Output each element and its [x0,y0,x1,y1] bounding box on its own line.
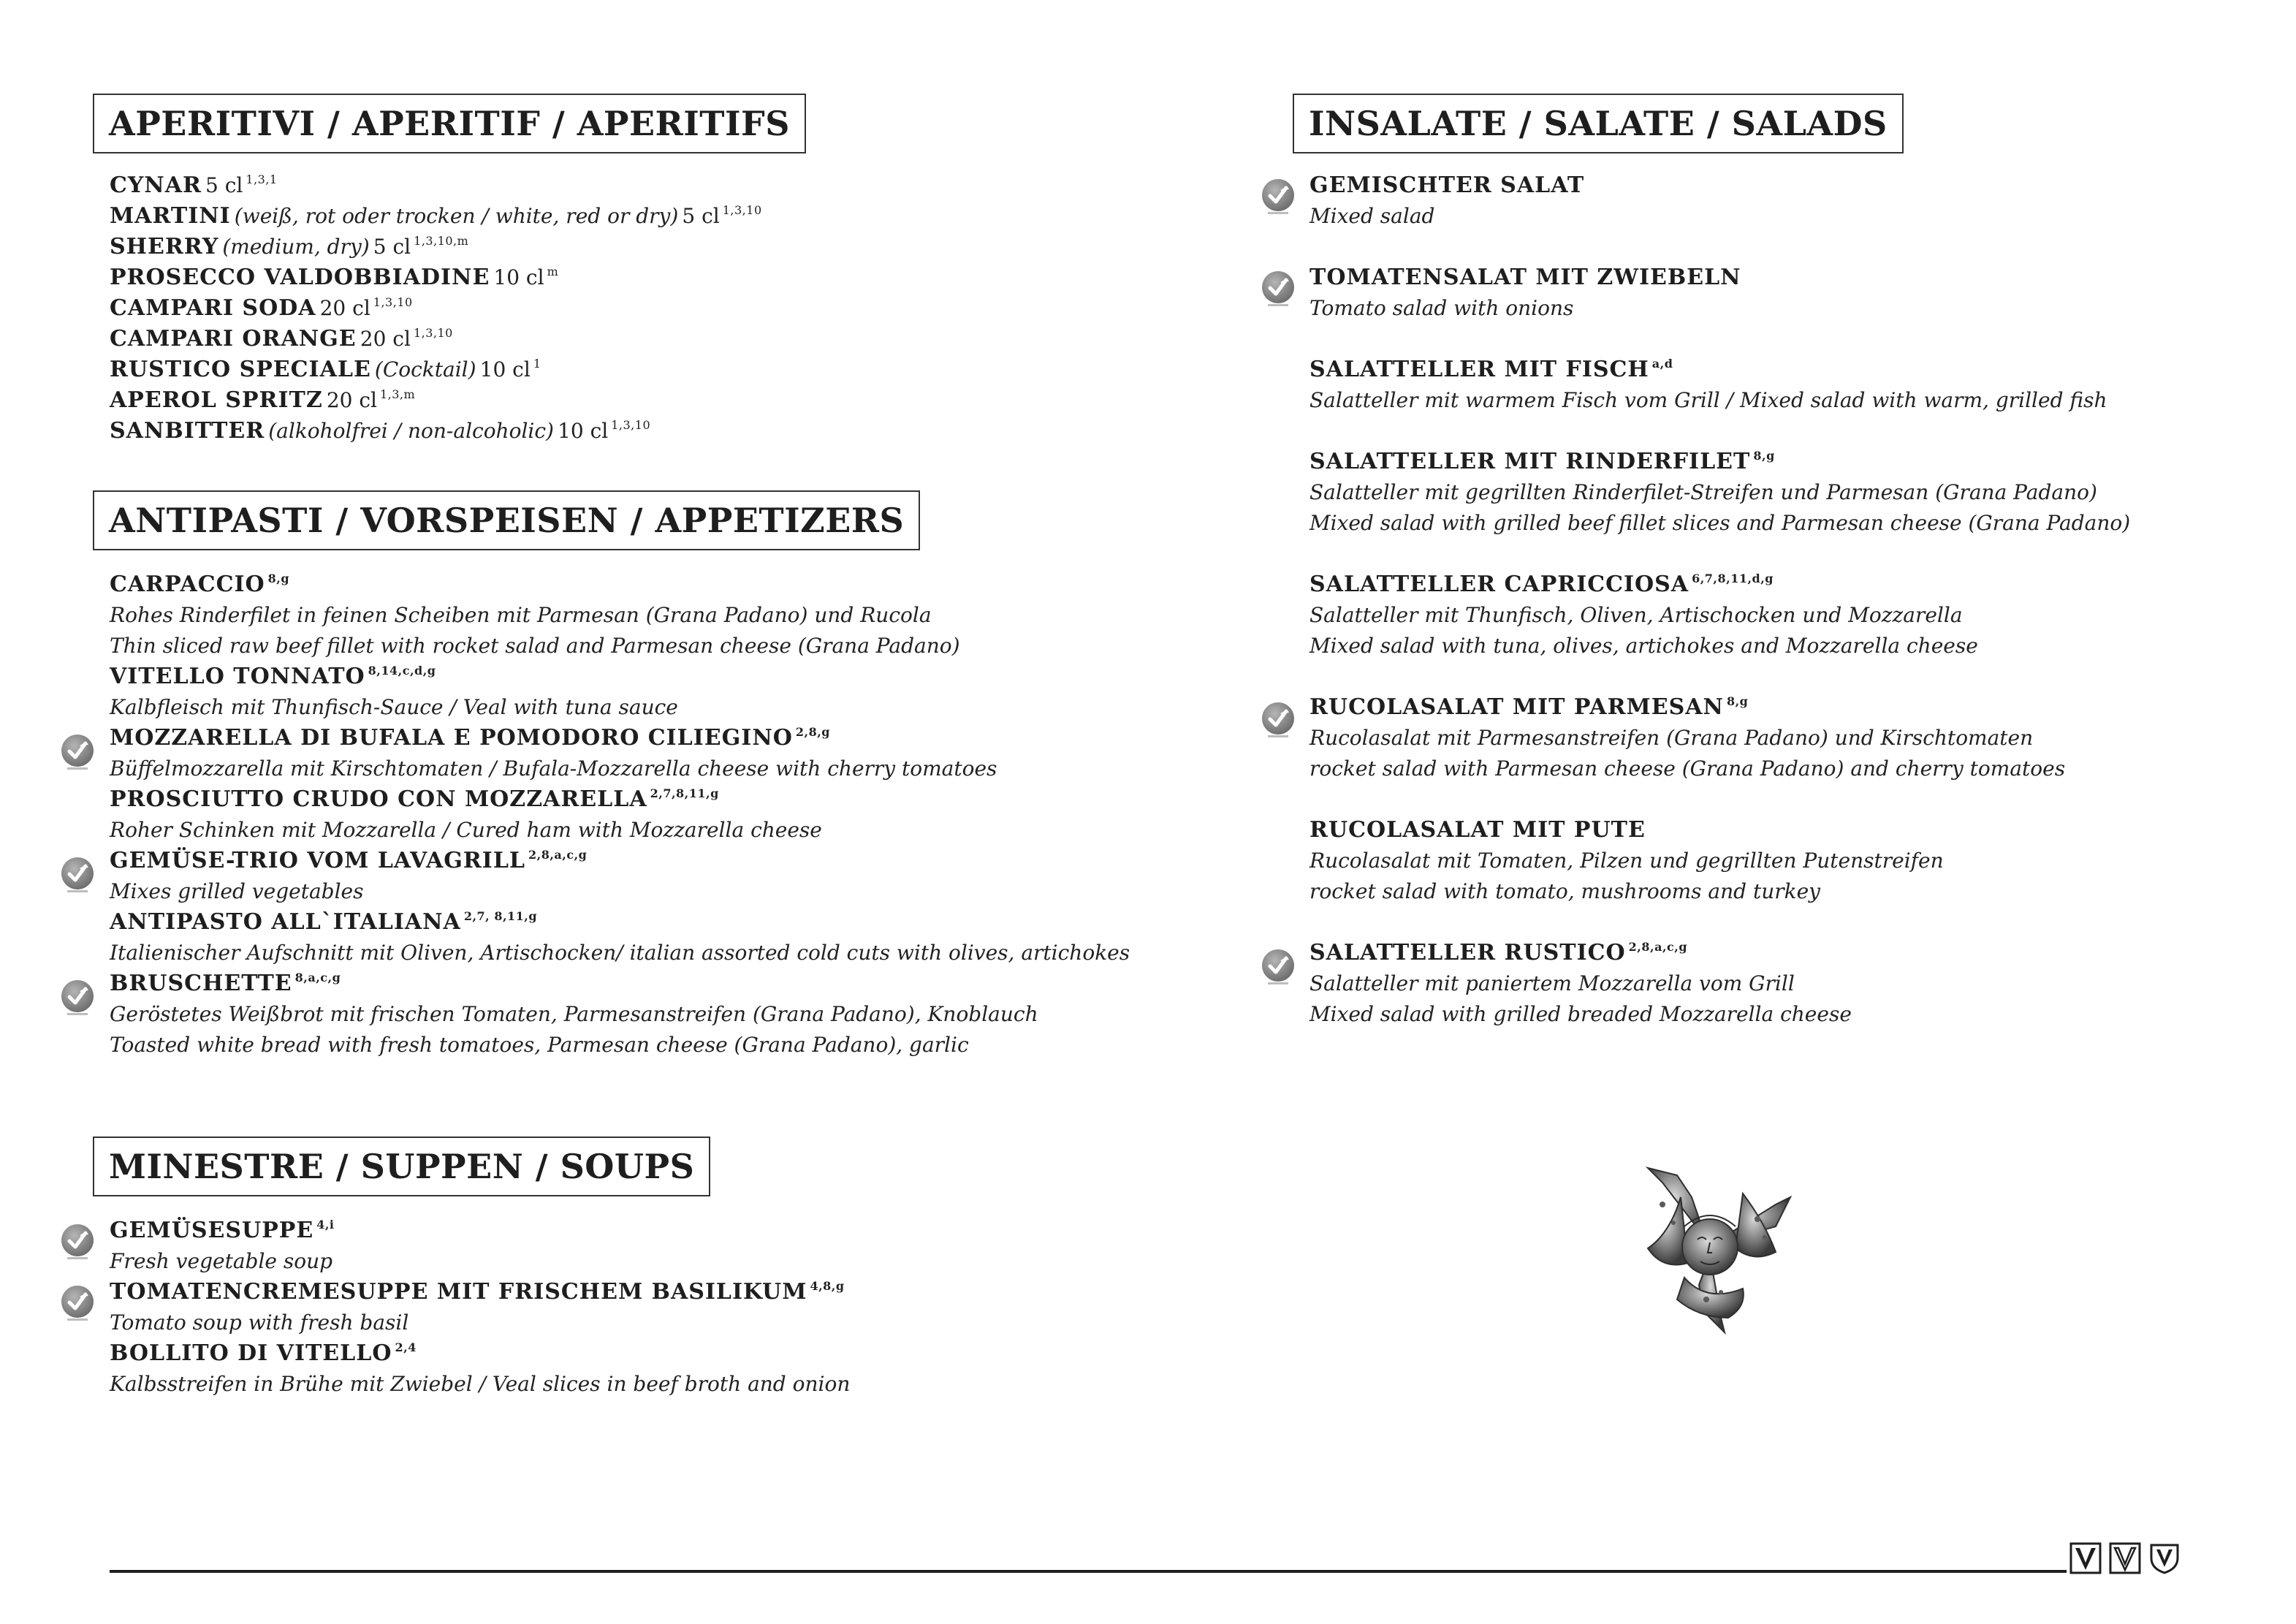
menu-item-desc: Geröstetes Weißbrot mit frischen Tomaten, Parmesanstreifen (Grana Padano), Knoblauch [110,1002,1038,1026]
minestre-heading: MINESTRE / SUPPEN / SOUPS [93,1137,710,1196]
antipasti-heading: ANTIPASTI / VORSPEISEN / APPETIZERS [93,490,920,550]
vegetarian-badge-icon [58,733,96,771]
menu-item-name: PROSCIUTTO CRUDO CON MOZZARELLA $^{2,7,8,11,g}$ [110,786,719,812]
menu-item: MARTINI (weiß, rot oder trocken / white, red or dry) 5 cl $^{1,3,10}$ [110,203,762,229]
menu-item-desc: Mixed salad with tuna, olives, artichokes and Mozzarella cheese [1309,634,1978,658]
v-shield-logo [2148,1542,2181,1574]
menu-item: SHERRY (medium, dry) 5 cl $^{1,3,10,m}$ [110,234,469,259]
menu-item-desc: Salatteller mit Thunfisch, Oliven, Artischocken und Mozzarella [1309,603,1963,627]
menu-item-desc: Tomato salad with onions [1309,296,1574,320]
menu-item-desc: Salatteller mit paniertem Mozzarella vom Grill [1309,971,1795,995]
menu-item-desc: Rucolasalat mit Parmesanstreifen (Grana Padano) und Kirschtomaten [1309,726,2034,750]
menu-item-desc: rocket salad with tomato, mushrooms and turkey [1309,879,1821,903]
menu-item-desc: Italienischer Aufschnitt mit Oliven, Artischocken/ italian assorted cold cuts with olives, artichokes [110,941,1130,965]
menu-item-name: BOLLITO DI VITELLO $^{2,4}$ [110,1340,417,1366]
menu-item: CAMPARI ORANGE 20 cl $^{1,3,10}$ [110,326,453,352]
menu-item-desc: Toasted white bread with fresh tomatoes, Parmesan cheese (Grana Padano), garlic [110,1033,969,1057]
menu-item-desc: Mixes grilled vegetables [110,879,364,903]
menu-item-desc: rocket salad with Parmesan cheese (Grana Padano) and cherry tomatoes [1309,756,2066,781]
menu-item-desc: Salatteller mit warmem Fisch vom Grill / Mixed salad with warm, grilled fish [1309,388,2107,412]
menu-item: CAMPARI SODA 20 cl $^{1,3,10}$ [110,295,413,321]
menu-item: RUSTICO SPECIALE (Cocktail) 10 cl $^1$ [110,357,541,382]
menu-item-name: VITELLO TONNATO $^{8,14,c,d,g}$ [110,664,436,689]
aperitivi-heading: APERITIVI / APERITIF / APERITIFS [93,94,806,153]
menu-item: PROSECCO VALDOBBIADINE 10 cl $^m$ [110,265,559,290]
menu-item-name: SALATTELLER MIT RINDERFILET $^{8,g}$ [1309,449,1775,474]
menu-item: APEROL SPRITZ 20 cl $^{1,3,m}$ [110,387,416,413]
insalate-heading: INSALATE / SALATE / SALADS [1293,94,1904,153]
menu-item: SANBITTER (alkoholfrei / non-alcoholic) 10 cl $^{1,3,10}$ [110,418,651,444]
menu-item-name: TOMATENSALAT MIT ZWIEBELN [1309,265,1741,290]
menu-item-name: SALATTELLER CAPRICCIOSA $^{6,7,8,11,d,g}$ [1309,572,1774,597]
menu-item-desc: Kalbsstreifen in Brühe mit Zwiebel / Veal slices in beef broth and onion [110,1372,851,1396]
menu-item-name: TOMATENCREMESUPPE MIT FRISCHEM BASILIKUM $^{4,8,g}$ [110,1279,845,1305]
menu-item-desc: Roher Schinken mit Mozzarella / Cured ham with Mozzarella cheese [110,818,822,842]
menu-item: CYNAR 5 cl $^{1,3,1}$ [110,172,278,198]
menu-item-desc: Rohes Rinderfilet in feinen Scheiben mit Parmesan (Grana Padano) und Rucola [110,603,932,627]
vegetarian-badge-icon [58,979,96,1017]
menu-item-desc: Rucolasalat mit Tomaten, Pilzen und gegrillten Putenstreifen [1309,849,1944,873]
vegetarian-badge-icon [58,1284,96,1322]
menu-item-desc: Mixed salad [1309,204,1435,228]
footer-divider [110,1570,2067,1573]
vegetarian-badge-icon [1259,701,1297,739]
menu-item-desc: Kalbfleisch mit Thunfisch-Sauce / Veal with tuna sauce [110,695,678,719]
menu-item-name: CARPACCIO $^{8,g}$ [110,572,290,597]
menu-item-desc: Thin sliced raw beef fillet with rocket salad and Parmesan cheese (Grana Padano) [110,634,960,658]
vegetarian-badge-icon [1259,270,1297,308]
vegetarian-badge-icon [58,1223,96,1261]
menu-item-name: GEMISCHTER SALAT [1309,172,1585,198]
vegetarian-badge-icon [1259,178,1297,216]
menu-item-desc: Salatteller mit gegrillten Rinderfilet-Streifen und Parmesan (Grana Padano) [1309,480,2097,504]
menu-item-name: ANTIPASTO ALL`ITALIANA $^{2,7, 8,11,g}$ [110,909,538,935]
menu-item-name: MOZZARELLA DI BUFALA E POMODORO CILIEGINO $^{2,8,g}$ [110,725,830,751]
menu-item-name: RUCOLASALAT MIT PUTE [1309,817,1646,843]
menu-item-desc: Mixed salad with grilled beef fillet slices and Parmesan cheese (Grana Padano) [1309,511,2131,535]
v-shield-logo [2109,1542,2141,1574]
menu-item-name: BRUSCHETTE $^{8,a,c,g}$ [110,971,341,996]
menu-item-desc: Mixed salad with grilled breaded Mozzarella cheese [1309,1002,1852,1026]
menu-item-name: GEMÜSE-TRIO VOM LAVAGRILL $^{2,8,a,c,g}$ [110,848,588,873]
menu-item-desc: Fresh vegetable soup [110,1249,333,1273]
vegetarian-badge-icon [1259,948,1297,986]
vegetarian-badge-icon [58,856,96,894]
menu-item-desc: Büffelmozzarella mit Kirschtomaten / Bufala-Mozzarella cheese with cherry tomatoes [110,756,997,781]
menu-item-name: GEMÜSESUPPE $^{4,i}$ [110,1218,335,1243]
v-shield-logo [2069,1542,2102,1574]
menu-item-name: SALATTELLER RUSTICO $^{2,8,a,c,g}$ [1309,940,1688,965]
menu-item-name: SALATTELLER MIT FISCH $^{a,d}$ [1309,357,1673,382]
menu-item-name: RUCOLASALAT MIT PARMESAN $^{8,g}$ [1309,694,1749,720]
trinacria-emblem [1619,1153,1801,1336]
menu-item-desc: Tomato soup with fresh basil [110,1310,409,1335]
